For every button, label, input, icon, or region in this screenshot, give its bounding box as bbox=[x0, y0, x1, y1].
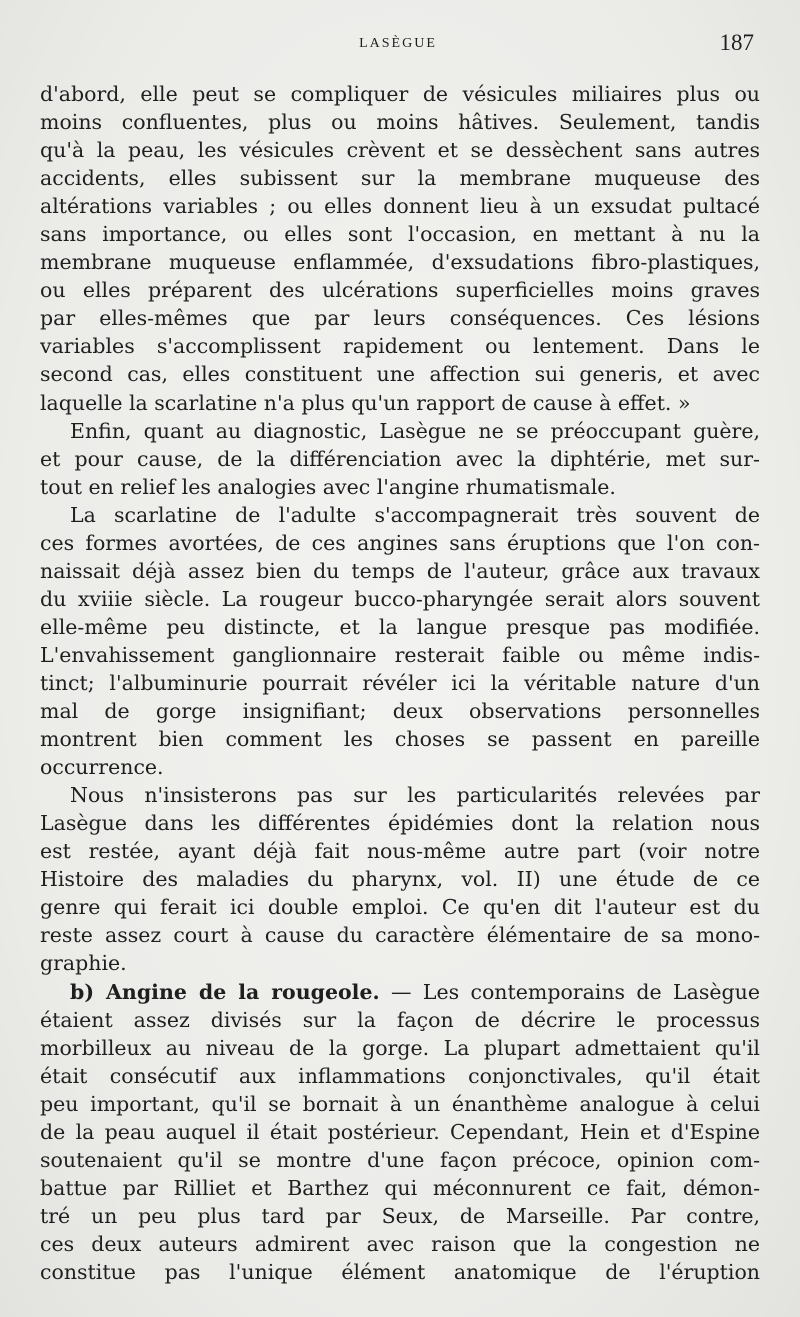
text-line bbox=[40, 220, 760, 248]
text-line-content: ces deux auteurs admirent avec raison que la congestion ne bbox=[40, 1231, 760, 1256]
text-line bbox=[40, 136, 760, 164]
text-line bbox=[40, 1258, 760, 1286]
text-line-content: battue par Rilliet et Barthez qui méconnurent ce fait, démon- bbox=[40, 1175, 760, 1200]
text-line bbox=[40, 837, 760, 865]
text-line-content: peu important, qu'il se bornait à un énanthème analogue à celui bbox=[40, 1091, 760, 1116]
text-line bbox=[40, 108, 760, 136]
text-line-content: d'abord, elle peut se compliquer de vésicules miliaires plus ou bbox=[40, 82, 760, 106]
text-line-content: accidents, elles subissent sur la membrane muqueuse des bbox=[40, 166, 760, 191]
text-line-content: altérations variables ; ou elles donnent lieu à un exsudat pultacé bbox=[40, 194, 760, 219]
text-line bbox=[40, 1090, 760, 1118]
text-line-content: de la peau auquel il était postérieur. Cependant, Hein et d'Espine bbox=[40, 1119, 760, 1144]
text-line bbox=[40, 893, 760, 921]
text-line bbox=[40, 1146, 760, 1174]
text-line bbox=[40, 781, 760, 809]
text-line-content: laquelle la scarlatine n'a plus qu'un rapport de cause à effet. » bbox=[40, 390, 691, 415]
text-line-content: montrent bien comment les choses se passent en pareille bbox=[40, 727, 760, 752]
text-line bbox=[40, 1230, 760, 1258]
text-line-content: est restée, ayant déjà fait nous-même autre part (voir notre bbox=[40, 839, 760, 864]
text-line bbox=[40, 613, 760, 641]
page-header bbox=[42, 30, 754, 64]
text-line-content: moins confluentes, plus ou moins hâtives. Seulement, tandis bbox=[40, 110, 760, 135]
text-line bbox=[40, 1062, 760, 1090]
text-line-content: tinct; l'albuminurie pourrait révéler ici la véritable nature d'un bbox=[40, 670, 760, 695]
text-line bbox=[40, 697, 760, 725]
text-line bbox=[40, 1118, 760, 1146]
running-title: LASÈGUE bbox=[359, 36, 437, 51]
text-line bbox=[40, 304, 760, 332]
text-line bbox=[40, 809, 760, 837]
text-line-content: et pour cause, de la différenciation avec la diphtérie, met sur- bbox=[40, 446, 760, 471]
text-line bbox=[40, 473, 760, 501]
text-line-content: Lasègue dans les différentes épidémies dont la relation nous bbox=[40, 811, 760, 836]
text-line-content: du xviiie siècle. La rougeur bucco-pharyngée serait alors souvent bbox=[40, 586, 760, 611]
text-line-content: morbilleux au niveau de la gorge. La plupart admettaient qu'il bbox=[40, 1035, 760, 1060]
text-line bbox=[40, 276, 760, 304]
text-line bbox=[40, 557, 760, 585]
text-line-content: L'envahissement ganglionnaire resterait faible ou même indis- bbox=[40, 642, 760, 667]
text-line-content: ou elles préparent des ulcérations superficielles moins graves bbox=[40, 278, 760, 303]
text-line-content: qu'à la peau, les vésicules crèvent et se dessèchent sans autres bbox=[40, 138, 760, 163]
text-line bbox=[40, 1006, 760, 1034]
text-line-content: reste assez court à cause du caractère élémentaire de sa mono- bbox=[40, 923, 760, 948]
text-line-content: ces formes avortées, de ces angines sans éruptions que l'on con- bbox=[40, 530, 760, 555]
text-line bbox=[40, 921, 760, 949]
text-line bbox=[40, 865, 760, 893]
text-line-content: variables s'accomplissent rapidement ou lentement. Dans le bbox=[40, 334, 760, 359]
text-line bbox=[40, 669, 760, 697]
text-line-content: mal de gorge insignifiant; deux observations personnelles bbox=[40, 699, 760, 724]
text-line-content: soutenaient qu'il se montre d'une façon précoce, opinion com- bbox=[40, 1147, 760, 1172]
text-line-content: étaient assez divisés sur la façon de décrire le processus bbox=[40, 1007, 760, 1032]
text-line-content: sans importance, ou elles sont l'occasion, en mettant à nu la bbox=[40, 222, 760, 247]
section-heading: b) Angine de la rougeole. bbox=[70, 979, 380, 1004]
text-line-content: constitue pas l'unique élément anatomique de l'éruption bbox=[40, 1259, 760, 1284]
text-line bbox=[40, 332, 760, 360]
page-number: 187 bbox=[719, 30, 754, 55]
text-line-content: graphie. bbox=[40, 951, 127, 976]
text-line bbox=[40, 1202, 760, 1230]
text-line bbox=[40, 360, 760, 388]
text-line bbox=[40, 1034, 760, 1062]
text-line-content: tout en relief les analogies avec l'angine rhumatismale. bbox=[40, 474, 616, 499]
text-line bbox=[40, 978, 760, 1006]
text-line-content: La scarlatine de l'adulte s'accompagnerait très souvent de bbox=[70, 502, 760, 527]
text-line-content: membrane muqueuse enflammée, d'exsudations fibro-plastiques, bbox=[40, 250, 760, 275]
text-line bbox=[40, 641, 760, 669]
text-line-content: naissait déjà assez bien du temps de l'auteur, grâce aux travaux bbox=[40, 558, 760, 583]
text-line-content: occurrence. bbox=[40, 755, 164, 780]
text-line bbox=[40, 80, 760, 108]
text-line-content: Enfin, quant au diagnostic, Lasègue ne se préoccupant guère, bbox=[70, 418, 760, 443]
text-line-content: tré un peu plus tard par Seux, de Marseille. Par contre, bbox=[40, 1203, 760, 1228]
text-line bbox=[40, 753, 760, 781]
text-line-content: — Les contemporains de Lasègue bbox=[379, 979, 760, 1004]
text-line bbox=[40, 248, 760, 276]
text-line bbox=[40, 585, 760, 613]
text-line bbox=[40, 501, 760, 529]
text-line bbox=[40, 192, 760, 220]
text-line-content: Nous n'insisterons pas sur les particularités relevées par bbox=[70, 783, 760, 808]
text-line-content: genre qui ferait ici double emploi. Ce qu'en dit l'auteur est du bbox=[40, 895, 760, 920]
text-line-content: elle-même peu distincte, et la langue presque pas modifiée. bbox=[40, 614, 760, 639]
text-line bbox=[40, 389, 760, 417]
text-line bbox=[40, 417, 760, 445]
text-line-content: par elles-mêmes que par leurs conséquences. Ces lésions bbox=[40, 306, 760, 331]
text-line bbox=[40, 445, 760, 473]
text-line bbox=[40, 725, 760, 753]
text-line bbox=[40, 164, 760, 192]
text-line bbox=[40, 949, 760, 977]
text-line bbox=[40, 1174, 760, 1202]
text-line-content: second cas, elles constituent une affection sui generis, et avec bbox=[40, 362, 760, 387]
text-line bbox=[40, 529, 760, 557]
text-line-content: était consécutif aux inflammations conjonctivales, qu'il était bbox=[40, 1063, 760, 1088]
body-text bbox=[40, 80, 760, 1286]
text-line-content: Histoire des maladies du pharynx, vol. II) une étude de ce bbox=[40, 867, 760, 892]
